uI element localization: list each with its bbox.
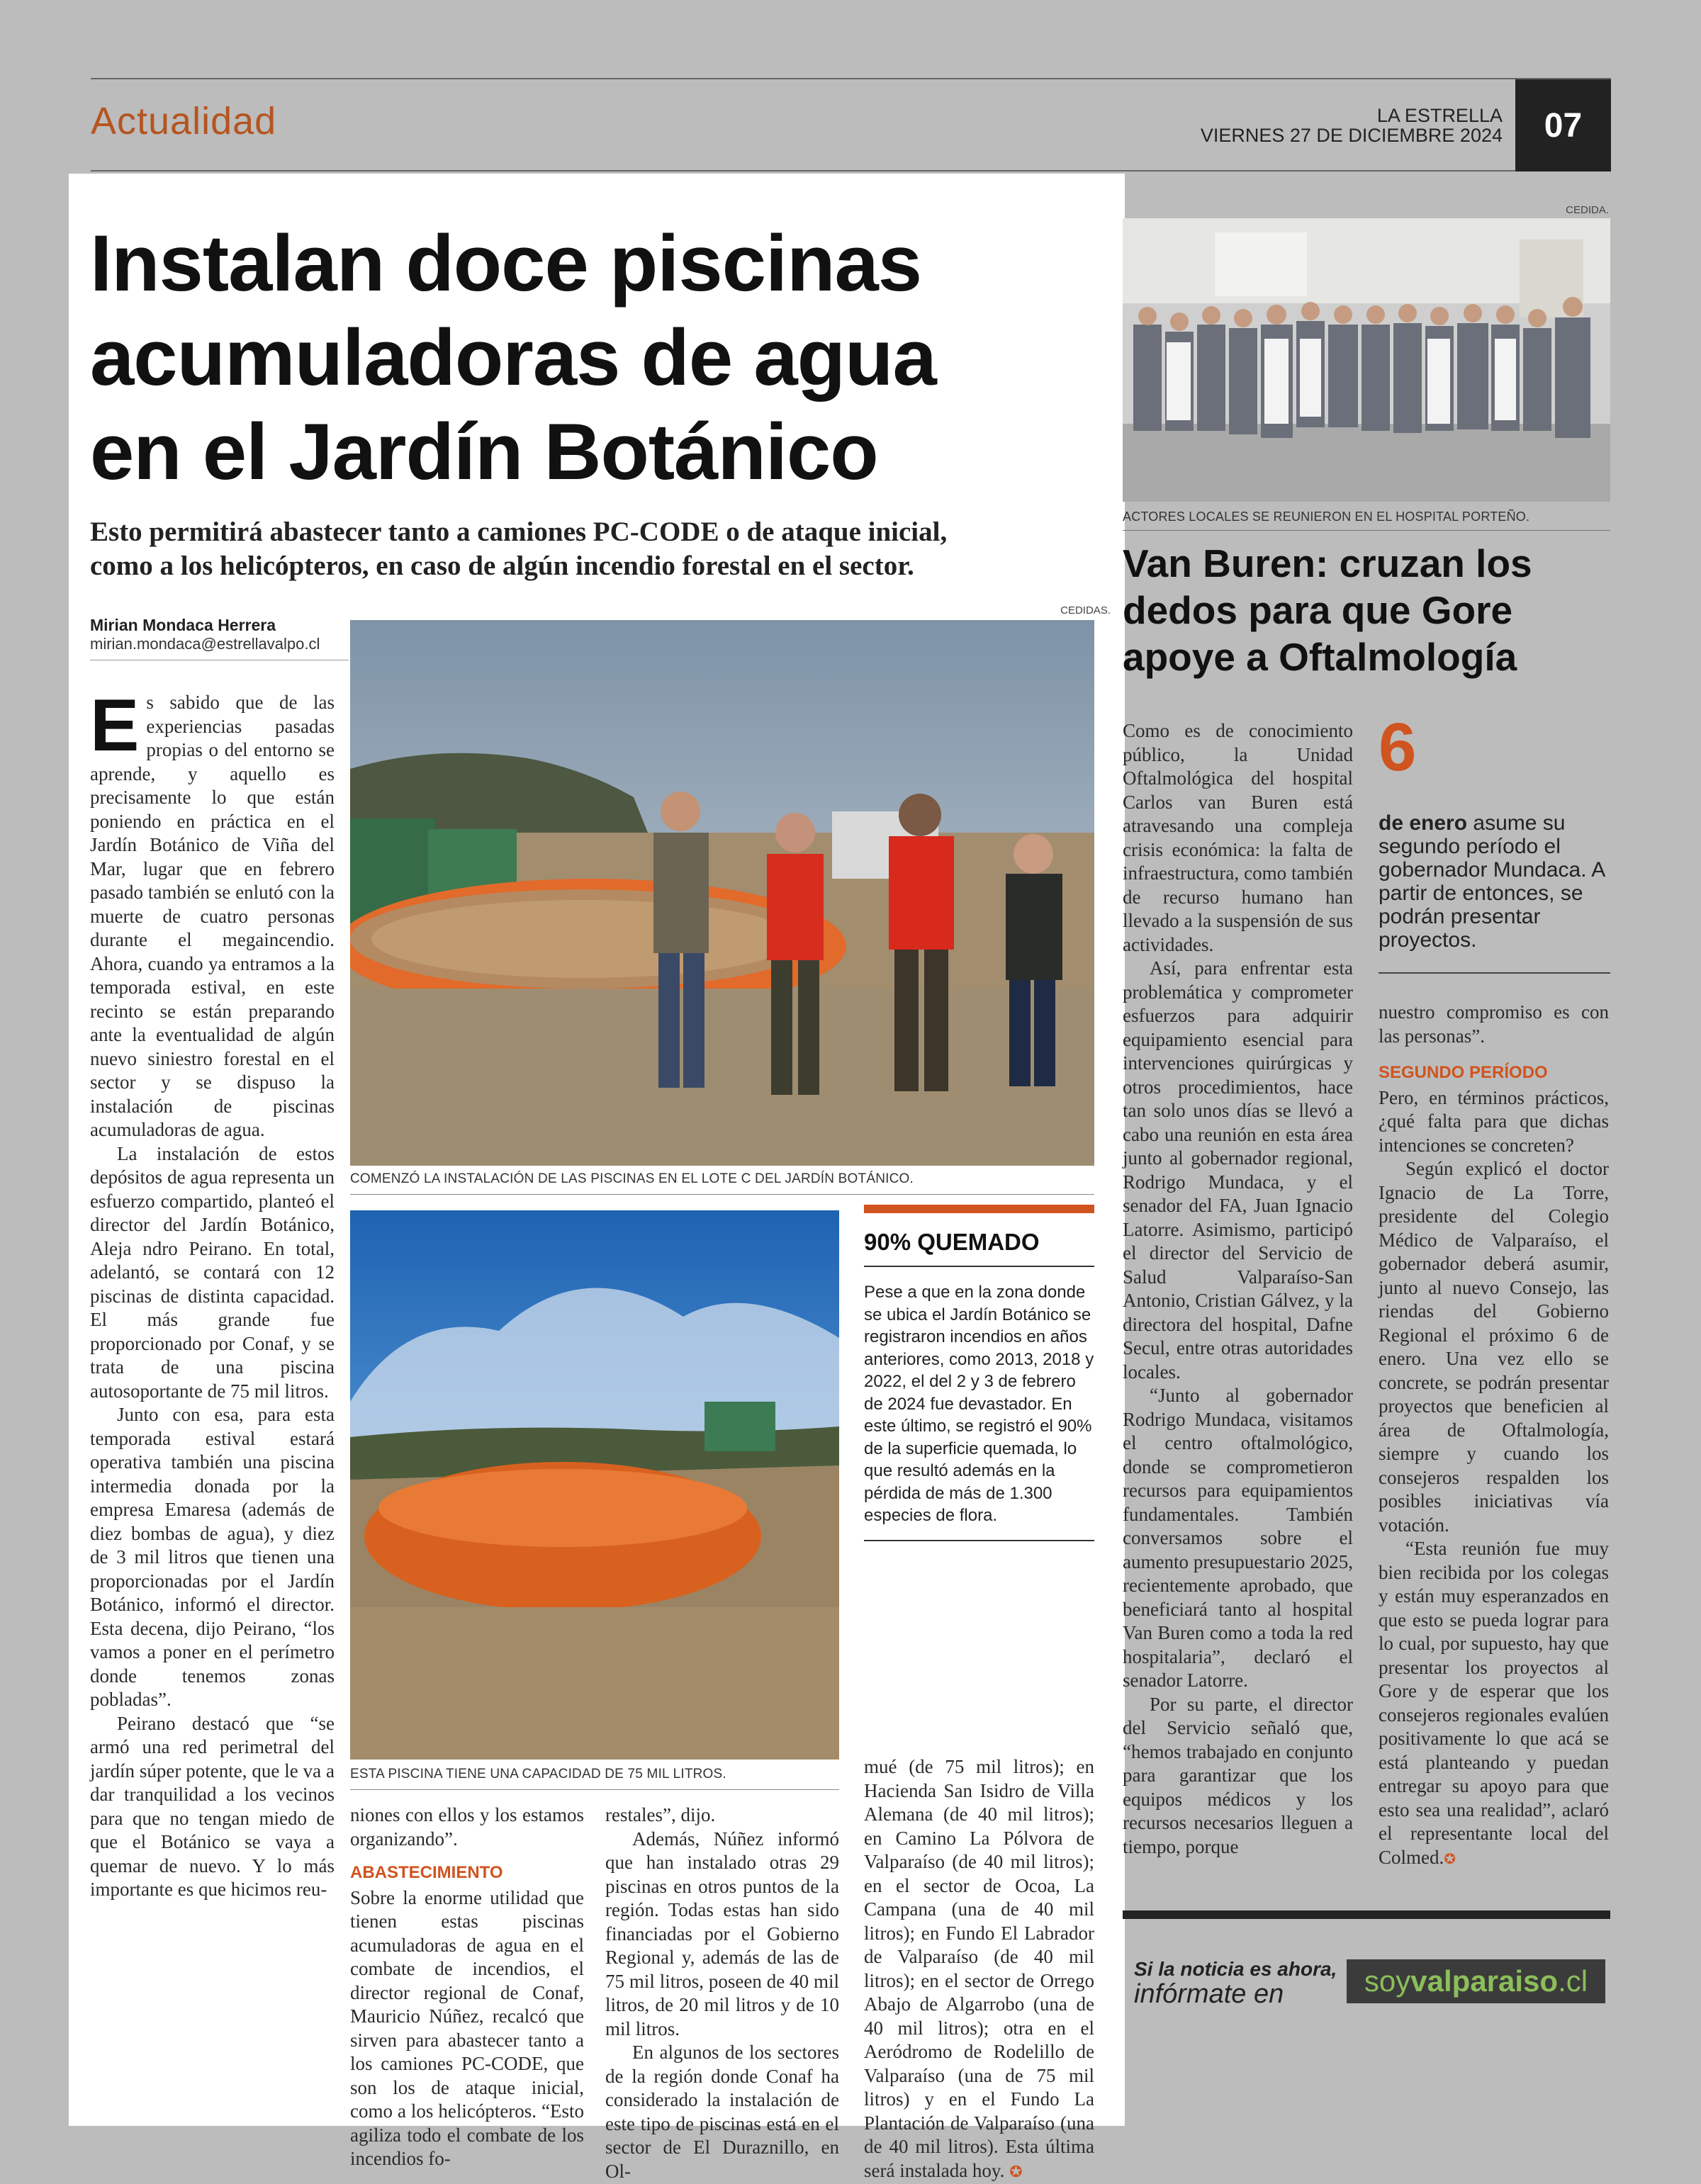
subhead-abastecimiento: ABASTECIMIENTO [350,1863,503,1882]
headline-line: en el Jardín Botánico [90,407,878,496]
body-paragraph: nuestro compromiso es con las personas”. [1379,1001,1609,1047]
ad-brand-link[interactable] [1347,1959,1605,2003]
body-paragraph: La instalación de estos depósitos de agua representa un esfuerzo compartido, planteó el director del Jardín Botánico, Aleja ndro Peirano. En total, adelantó, se contará con 12 piscinas de distinta capacidad. El más grande fue proporcionado por Conaf, y se trata de una piscina autosoportante de 75 mil litros. [90,1142,335,1402]
highlight-text: de enero asume su segundo período el gobernador Mundaca. A partir de entonces, se podrán presentar proyectos. [1379,811,1605,952]
lead-paragraph: Es sabido que de las experiencias pasadas propias o del entorno se aprende, y aquello es precisamente lo que están poniendo en práctica en el Jardín Botánico de Viña del Mar, lugar que en febrero pasado también se enlutó con la muerte de cuatro personas durante el megaincendio. Ahora, cuando ya entramos a la temporada estival, en este recinto se están preparando ante la eventualidad de algún nuevo siniestro forestal en el sector y se dispuso la instalación de piscinas acumuladoras de agua. [90,685,335,1140]
headline-line: acumuladoras de agua [90,313,936,402]
side-caption-rule [1123,530,1610,531]
header-bottom-rule [91,170,1515,171]
body-paragraph: restales”, dijo. [605,1804,716,1825]
body-paragraph: “Esta reunión fue muy bien recibida por los colegas y están muy esperanzados en que esto se pueda lograr para lo cual, por supuesto, hay que presentar los proyectos al Gore y de esperar que los consejeros regionales evalúen positivamente lo que acá se está planteando y puedan entregar su apoyo para que esto sea una realidad”, aclaró el representante local del Colmed.✪ [1379,1538,1609,1868]
sidebar-box [864,1205,1094,1722]
photo-pool-dome [350,1210,839,1760]
main-column-2 [350,1803,584,2171]
main-column-3 [605,1803,839,2183]
newspaper-name: LA ESTRELLA [1376,105,1503,126]
side-headline-line: Van Buren: cruzan los [1123,541,1532,585]
body-paragraph: Como es de conocimiento público, la Unidad Oftalmológica del hospital Carlos van Buren está atravesando una compleja crisis económica: la falta de infraestructura, como también de recurso humano han llevado a la suspensión de sus actividades. [1123,720,1353,955]
sidebar-title: 90% QUEMADO [864,1229,1040,1255]
end-mark-icon: ✪ [1444,1850,1456,1867]
body-paragraph: Además, Núñez informó que han instalado otras 29 piscinas en otros puntos de la región. Todas estas han sido financiadas por el Gobierno Regional y, además de las de 75 mil litros, poseen de 40 mil litros, de 20 mil litros y de 10 mil litros. [605,1828,839,2039]
side-column-1 [1123,719,1353,1859]
subtitle-line: como a los helicópteros, en caso de algún incendio forestal en el sector. [90,551,914,581]
issue-date: VIERNES 27 DE DICIEMBRE 2024 [1200,125,1503,146]
body-paragraph: Por su parte, el director del Servicio señaló que, “hemos trabajado en conjunto para garantizar que los equipos médicos y los recursos necesarios lleguen a tiempo, porque [1123,1693,1353,1857]
photo1-caption: COMENZÓ LA INSTALACIÓN DE LAS PISCINAS EN EL LOTE C DEL JARDÍN BOTÁNICO. [350,1171,914,1186]
side-photo-credit: CEDIDA. [1566,204,1609,216]
page-number: 07 [1515,79,1611,171]
sidebar-title-rule [864,1266,1094,1267]
ad-brand-main: valparaiso [1410,1964,1559,1998]
photo1-caption-rule [350,1194,1094,1195]
subhead-segundo-periodo: SEGUNDO PERÍODO [1379,1063,1548,1082]
photo2-caption-rule [350,1789,839,1790]
author-email: mirian.mondaca@estrellavalpo.cl [90,635,320,653]
end-mark-icon: ✪ [1009,2163,1023,2181]
photo-pool-team [350,620,1094,1166]
highlight-bold: de enero [1379,811,1468,835]
headline-line: Instalan doce piscinas [90,219,922,308]
ad-brand-suffix: .cl [1558,1964,1588,1998]
body-paragraph: Sobre la enorme utilidad que tienen estas piscinas acumuladoras de agua en el combate de incendios, el director regional de Conaf, Mauricio Núñez, recalcó que sirven para abastecer tanto a los camiones PC-CODE, que son los de ataque inicial, como a los helicópteros. “Esto agiliza todo el combate de los incendios fo- [350,1886,584,2169]
ad-brand-prefix: soy [1364,1964,1411,1998]
body-paragraph: niones con ellos y los estamos organizando”. [350,1804,584,1850]
section-label: Actualidad [91,100,277,142]
main-article [69,174,1125,2182]
author-name: Mirian Mondaca Herrera [90,616,276,634]
sidebar-text: Pese a que en la zona donde se ubica el Jardín Botánico se registraron incendios en años anteriores, como 2013, 2018 y 2022, el del 2 y 3 de febrero de 2024 fue devastador. En este último, se registró el 90% de la superficie quemada, lo que resultó además en la pérdida de más de 1.300 especies de flora. [864,1283,1094,1525]
ad-line-1: Si la noticia es ahora, [1134,1958,1337,1980]
body-paragraph: “Junto al gobernador Rodrigo Mundaca, visitamos el centro oftalmológico, donde se comprometieron recursos para equipamientos fundamentales. También conversamos sobre el aumento presupuestario 2025, recientemente aprobado, que beneficiará tanto al hospital Van Buren como a toda la red hospitalaria”, declaró el senador Latorre. [1123,1385,1353,1691]
subtitle-line: Esto permitirá abastecer tanto a camiones PC-CODE o de ataque inicial, [90,517,948,547]
side-column-2 [1379,1001,1609,1871]
body-paragraph: Así, para enfrentar esta problemática y comprometer esfuerzos para adquirir equipamiento esencial para intervenciones quirúrgicas y otros procedimientos, hace tan solo unos días se llevó a cabo una reunión en esta área junto al gobernador regional, Rodrigo Mundaca, y el senador del FA, Juan Ignacio Latorre. Asimismo, participó el director del Servicio de Salud Valparaíso-San Antonio, Cristian Gálvez, y la directora del hospital, Dafne Secul, entre otras autoridades locales. [1123,957,1353,1383]
main-column-4 [864,1755,1094,2184]
side-headline-line: dedos para que Gore [1123,588,1513,632]
footer-rule [1123,1910,1610,1919]
side-photo-caption: ACTORES LOCALES SE REUNIERON EN EL HOSPITAL PORTEÑO. [1123,510,1530,524]
ad-line-2: infórmate en [1134,1979,1284,2009]
top-rule [91,78,1611,79]
body-paragraph: Peirano destacó que “se armó una red perimetral del jardín súper potente, que le va a dar tranquilidad a los vecinos para que no tengan miedo de que el Botánico se vaya a quemar de nuevo. Y lo más importante es que hicimos reu- [90,1712,335,1900]
side-headline-line: apoye a Oftalmología [1123,635,1517,679]
highlight-rule [1379,972,1610,974]
side-headline [1123,540,1610,680]
body-paragraph: Junto con esa, para esta temporada estival estará operativa también una piscina intermedia donada por la empresa Emaresa (además de diez bombas de agua), y diez de 3 mil litros que tienen una proporcionadas por el Jardín Botánico, informó el director. Esta decena, dijo Peirano, “los vamos a poner en el perímetro donde tenemos zonas pobladas”. [90,1404,335,1710]
photo-hospital-group [1123,218,1610,502]
body-paragraph: En algunos de los sectores de la región donde Conaf ha considerado la instalación de este tipo de piscinas está en el sector de El Duraznillo, en Ol- [605,2042,839,2182]
body-paragraph: Según explicó el doctor Ignacio de La Torre, presidente del Colegio Médico de Valparaíso, el gobernador deberá asumir, junto al nuevo Consejo, las riendas del Gobierno Regional el próximo 6 de enero. Una vez ello se concrete, se podrán presentar proyectos que beneficien al área de Oftalmología, siempre y cuando los consejeros respalden los posibles iniciativas vía votación. [1379,1158,1609,1536]
dropcap: E [90,685,140,767]
body-paragraph: mué (de 75 mil litros); en Hacienda San Isidro de Villa Alemana (de 40 mil litros); en Camino La Pólvora de Valparaíso (de 40 mil litros); en el sector de Ocoa, La Campana (una de 40 mil litros); en Fundo El Labrador de Valparaíso (de 40 mil litros); en el sector de Orrego Abajo de Algarrobo (una de 40 mil litros); otra en el Aeródromo de Rodelillo de Valparaíso (una de 75 mil litros) y en el Fundo La Plantación de Valparaíso (una de 40 mil litros). Esta última será instalada hoy. ✪ [864,1756,1094,2181]
highlight-number: 6 [1379,709,1417,785]
photo-credit: CEDIDAS. [1060,604,1111,617]
main-column-1 [90,685,335,1902]
main-subtitle [90,515,1111,583]
main-headline [90,216,1111,499]
body-paragraph: Pero, en términos prácticos, ¿qué falta para que dichas intenciones se concreten? [1379,1086,1609,1156]
sidebar-bottom-rule [864,1540,1094,1541]
sidebar-top-bar [864,1205,1094,1213]
photo2-caption: ESTA PISCINA TIENE UNA CAPACIDAD DE 75 MIL LITROS. [350,1767,726,1781]
